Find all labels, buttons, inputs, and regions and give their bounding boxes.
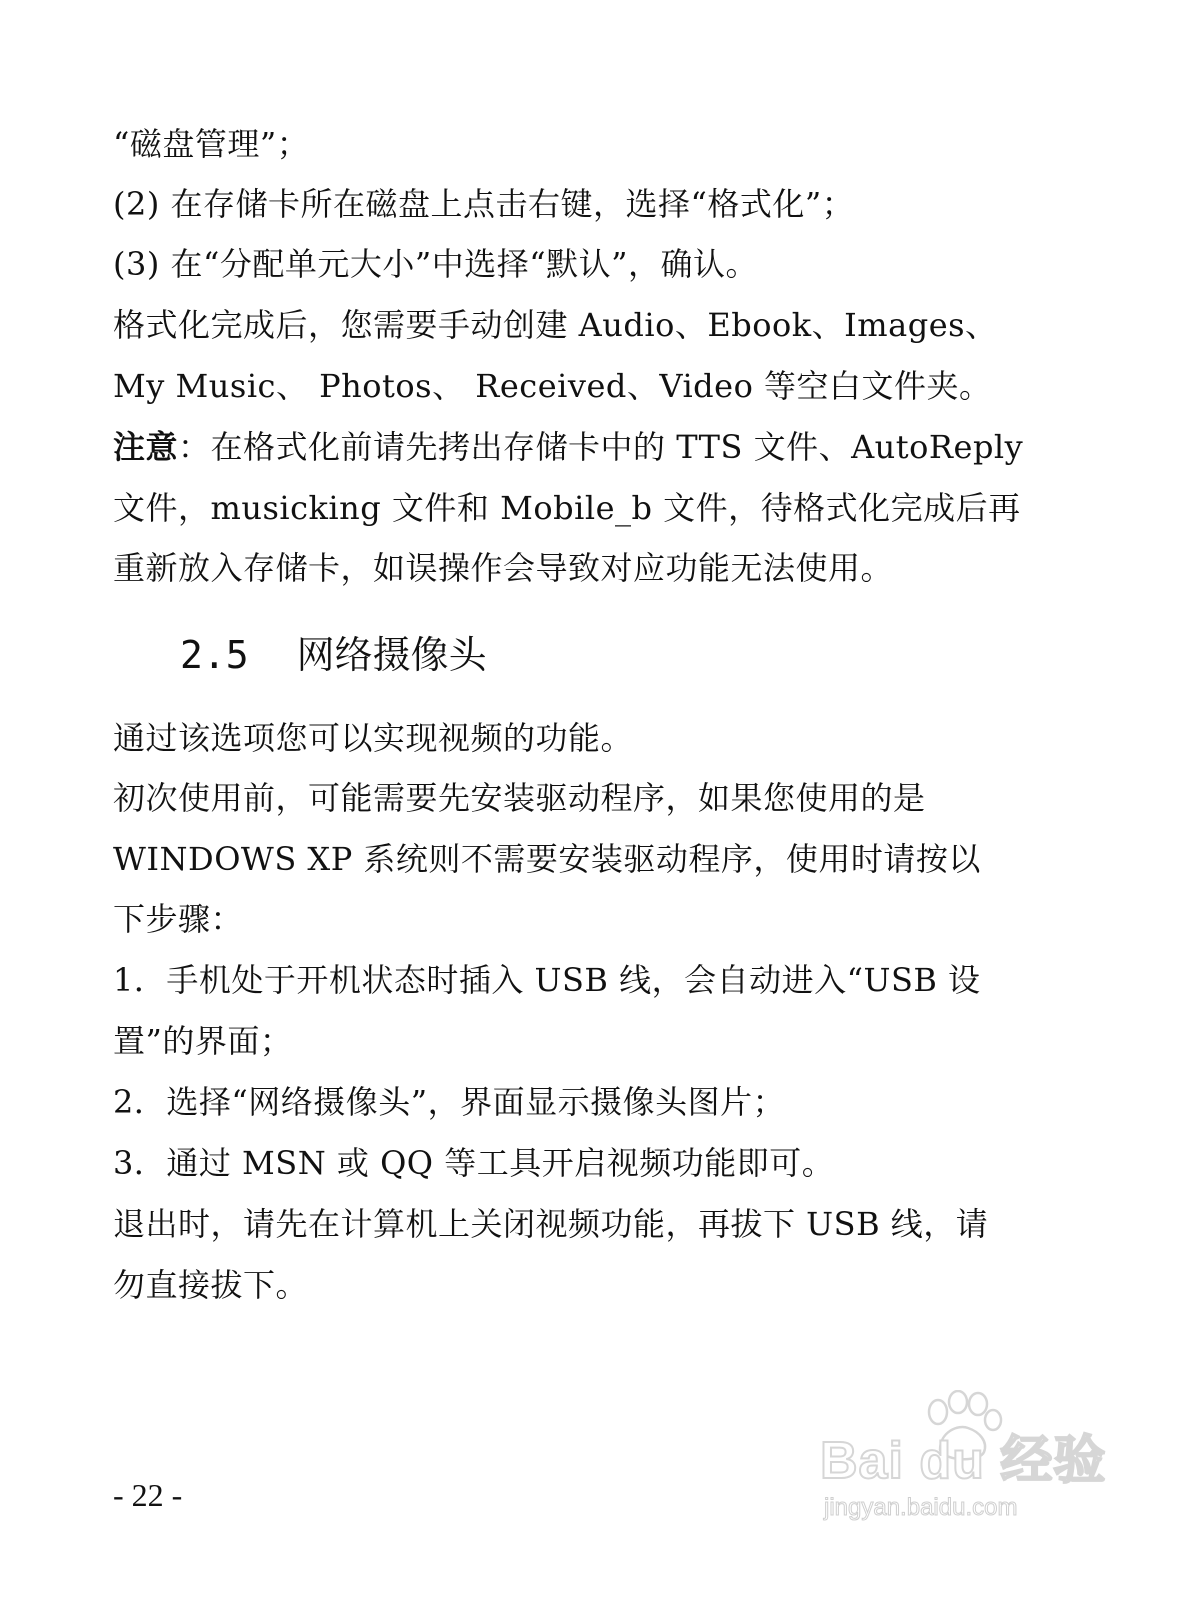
list-item-continued: 置”的界面； xyxy=(113,1022,293,1060)
text-line: My Music、 Photos、 Received、Video 等空白文件夹。 xyxy=(113,367,992,405)
text-line: 退出时，请先在计算机上关闭视频功能，再拔下 USB 线，请 xyxy=(113,1205,989,1243)
text-line: (2) 在存储卡所在磁盘上点击右键，选择“格式化”； xyxy=(113,185,855,223)
note-text: ：在格式化前请先拷出存储卡中的 TTS 文件、AutoReply xyxy=(178,428,1024,466)
text-line: 通过该选项您可以实现视频的功能。 xyxy=(113,719,634,757)
section-number: 2.5 xyxy=(180,633,249,677)
text-line: (3) 在“分配单元大小”中选择“默认”，确认。 xyxy=(113,245,758,283)
text-line: “磁盘管理”； xyxy=(113,125,310,163)
list-item: 3．通过 MSN 或 QQ 等工具开启视频功能即可。 xyxy=(113,1144,835,1182)
baidu-watermark xyxy=(820,1390,1107,1530)
watermark-brand: Bai du 经验 xyxy=(820,1432,1107,1490)
text-line: 初次使用前，可能需要先安装驱动程序，如果您使用的是 xyxy=(113,779,926,817)
section-heading xyxy=(180,632,487,678)
note-line xyxy=(113,427,1023,467)
note-line: 重新放入存储卡，如误操作会导致对应功能无法使用。 xyxy=(113,549,894,587)
section-title: 网络摄像头 xyxy=(296,633,487,677)
text-line: 格式化完成后，您需要手动创建 Audio、Ebook、Images、 xyxy=(113,306,998,344)
text-line: 勿直接拔下。 xyxy=(113,1266,309,1304)
note-label: 注意 xyxy=(113,428,179,466)
page-number: - 22 - xyxy=(113,1477,183,1513)
list-item: 2．选择“网络摄像头”，界面显示摄像头图片； xyxy=(113,1083,786,1121)
text-line: 下步骤： xyxy=(113,900,244,938)
list-item: 1．手机处于开机状态时插入 USB 线，会自动进入“USB 设 xyxy=(113,961,981,999)
text-line: WINDOWS XP 系统则不需要安装驱动程序，使用时请按以 xyxy=(113,840,981,878)
note-line: 文件，musicking 文件和 Mobile_b 文件，待格式化完成后再 xyxy=(113,489,1021,527)
watermark-url: jingyan.baidu.com xyxy=(824,1494,1018,1521)
